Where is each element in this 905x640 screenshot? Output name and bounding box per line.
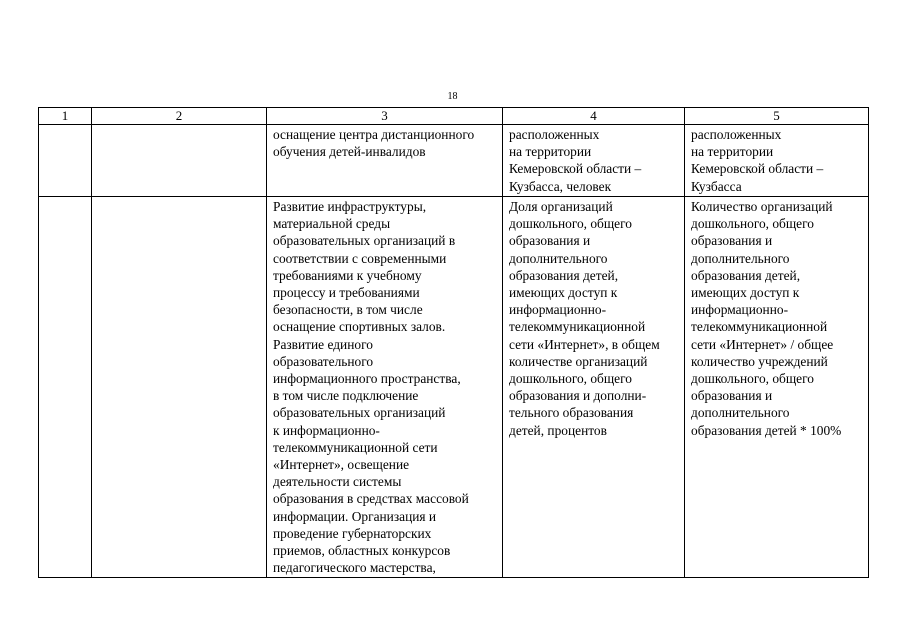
header-cell-4: 4 [503, 108, 685, 125]
row-2-col-3: Развитие инфраструктуры, материальной среды образовательных организаций в соответствии с современными требованиями к учебному процессу и требованиями безопасности, в том числе оснащение спортивных залов. Развитие единого образовательного информационного пространства, в том числе подключение образовательных организаций к информационно- телекоммуникационной сети «Интернет», освещение деятельности системы образования в средствах массовой информации. Организация и проведение губернаторских приемов, областных конкурсов педагогического мастерства, [267, 197, 503, 578]
table-row [39, 125, 869, 197]
header-cell-1: 1 [39, 108, 92, 125]
row-1-col-1 [39, 125, 92, 197]
page-number: 18 [447, 91, 458, 102]
row-2-col-1 [39, 197, 92, 578]
header-cell-3: 3 [267, 108, 503, 125]
row-1-col-3: оснащение центра дистанционного обучения детей-инвалидов [267, 125, 503, 197]
table-row [39, 197, 869, 578]
row-2-col-2 [92, 197, 267, 578]
row-1-col-2 [92, 125, 267, 197]
row-2-col-5: Количество организаций дошкольного, общего образования и дополнительного образования детей, имеющих доступ к информационно- телекоммуникационной сети «Интернет» / общее количество учреждений дошкольного, общего образования и дополнительного образования детей * 100% [685, 197, 869, 578]
document-table [38, 107, 869, 578]
row-1-col-4: расположенных на территории Кемеровской области – Кузбасса, человек [503, 125, 685, 197]
header-cell-5: 5 [685, 108, 869, 125]
row-1-col-5: расположенных на территории Кемеровской области – Кузбасса [685, 125, 869, 197]
header-cell-2: 2 [92, 108, 267, 125]
table-header-row [39, 108, 869, 125]
row-2-col-4: Доля организаций дошкольного, общего образования и дополнительного образования детей, имеющих доступ к информационно- телекоммуникационной сети «Интернет», в общем количестве организаций дошкольного, общего образования и дополни- тельного образования детей, процентов [503, 197, 685, 578]
